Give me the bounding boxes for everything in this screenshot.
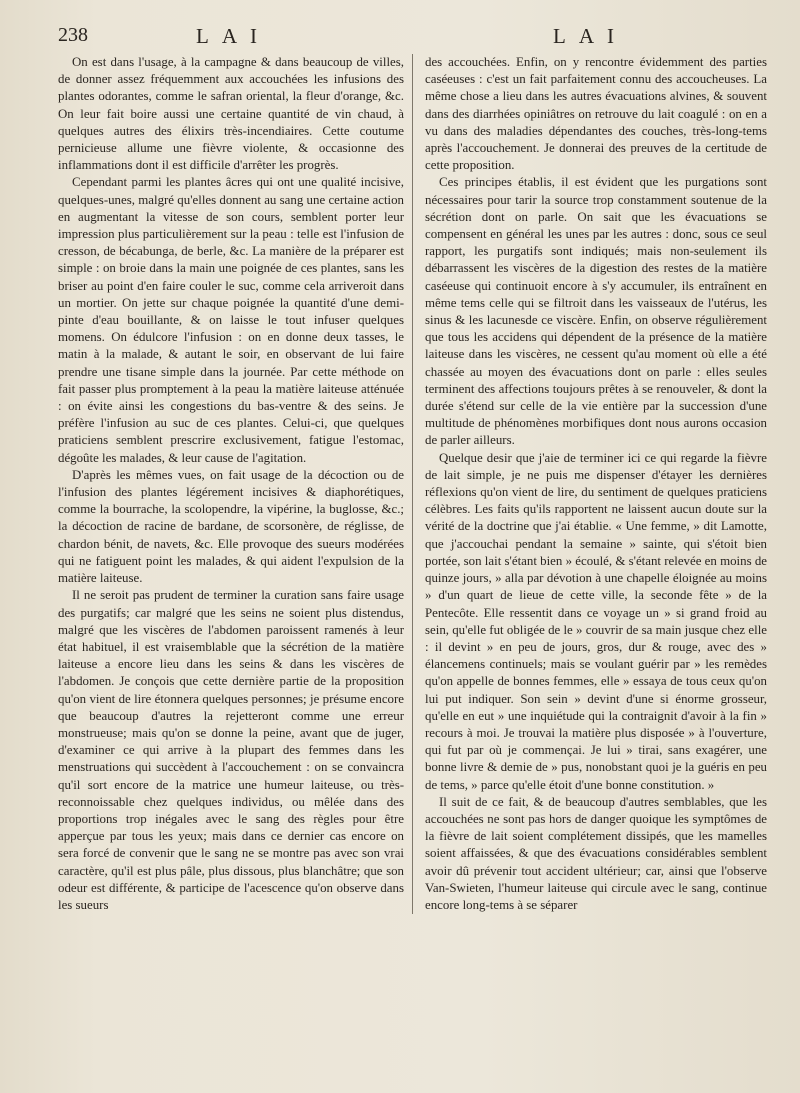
paragraph: Quelque desir que j'aie de terminer ici ce qui regarde la fièvre de lait simple, je ne puis me dispenser d'étayer les dernières réflexions qu'on vient de lire, du sentiment de quelques praticiens célèbres. Les faits qu'ils rapportent ne laissent aucun doute sur la vérité de la doctrine que j'ai établie. « Une femme, » dit Lamotte, que j'accouchai pendant la semaine » sainte, qui s'étoit bien portée, son lait s'étant bien » écoulé, & s'étant relevée en moins de quinze jours, » alla par dévotion à une chapelle éloignée au moins » d'un quart de lieue de cette ville, la seconde fête » de la Pentecôte. Elle ressentit dans ce voyage un » si grand froid au sein, qu'elle fut obligée de le » couvrir de sa main jusque chez elle : il devint » en peu de jours, gros, dur & rouge, avec des » élancemens continuels; mais se voulant guérir par » les remèdes qu'on appelle de bonnes femmes, elle » essaya de tous ceux qu'on lui put indiquer. Son sein » devint d'une si énorme grosseur, qu'elle en eut » une inquiétude qui la contraignit d'avoir à la fin » recours à moi. Je trouvai la matière plus disposée » à l'ouverture, qui fut par où je commençai. Je lui » tirai, sans exagérer, une bonne livre & demie de » pus, nonobstant quoi je la guéris en peu de tems, » parce qu'elle étoit d'une bonne constitution. » [425,450,767,792]
page-number: 238 [58,24,88,46]
paragraph: Cependant parmi les plantes âcres qui ont une qualité incisive, quelques-unes, malgré qu'elles donnent au sang une certaine action en augmentant la vitesse de son cours, semblent porter leur impression plus particulièrement sur la peau : telle est l'infusion de cresson, de bécabunga, de berle, &c. La manière de la préparer est simple : on broie dans la main une poignée de ces plantes, sans les briser au point d'en faire couler le suc, comme cela arriveroit dans un mortier. On jette sur chaque poignée la quantité d'une demi-pinte d'eau bouillante, & on laisse le tout infuser quelques momens. On édulcore l'infusion : on en donne deux tasses, le matin à la malade, & autant le soir, en observant de lui faire prendre une tisane simple dans la journée. Par cette méthode on fait passer plus promptement à la peau la matière laiteuse atténuée : on évite ainsi les congestions du bas-ventre & des seins. Je préfère l'infusion au suc de ces plantes. Celui-ci, que quelques praticiens semblent prescrire exclusivement, fatigue l'estomac, dégoûte les malades, & leur cause de l'agitation. [58,175,404,465]
running-title-left: LAI [196,24,270,48]
paragraph: Il suit de ce fait, & de beaucoup d'autres semblables, que les accouchées ne sont pas hors de danger quoique les symptômes de la fièvre de lait soient complétement dissipés, que les mamelles soient affaissées, & que des évacuations considérables semblent avoir dû prévenir tout accident ultérieur; car, ainsi que l'observe Van-Swieten, l'humeur laiteuse qui circule avec le sang, continue encore long-tems à se séparer [425,794,767,912]
paragraph: des accouchées. Enfin, on y rencontre évidemment des parties caséeuses : c'est un fait parfaitement connu des accoucheuses. La même chose a lieu dans les autres évacuations alvines, & souvent dans des diarrhées opiniâtres on retrouve du lait coagulé : on en a vu dans des maladies dépendantes des couches, très-long-tems après l'accouchement. Je donnerai des preuves de la certitude de cette proposition. [425,55,767,173]
paragraph: On est dans l'usage, à la campagne & dans beaucoup de villes, de donner assez fréquemment aux accouchées les infusions des plantes odorantes, comme le safran oriental, la fleur d'orange, &c. On leur fait boire aussi une certaine quantité de vin chaud, à quelques autres des élixirs très-incendiaires. Cette coutume pernicieuse allume une fièvre violente, & occasionne des inflammations dont il est difficile d'arrêter les progrès. [58,55,404,173]
text-columns [58,54,780,914]
column-divider [412,54,413,914]
running-title-right: LAI [553,24,627,48]
paragraph: Il ne seroit pas prudent de terminer la curation sans faire usage des purgatifs; car malgré que les seins ne soient plus distendus, malgré que les viscères de l'abdomen paroissent ramenés à leur état habituel, il est vraisemblable que la sécrétion de la matière laiteuse a encore lieu dans les seins & dans les viscères de l'abdomen. Je conçois que cette dernière partie de la proposition qu'on vient de lire étonnera quelques personnes; je présume encore que beaucoup d'autres la rejetteront comme une erreur monstrueuse; mais qu'on se donne la peine, avant que de juger, d'examiner ce qui arrive à la plupart des femmes dans les menstruations qui succèdent à l'accouchement : on se convaincra qu'il sort encore de la matrice une humeur laiteuse, ou très-reconnoissable chez quelques individus, ou mêlée dans des proportions trop inégales avec le sang des règles pour être apperçue par tous les yeux; mais dans ce dernier cas encore on sera forcé de convenir que le sang ne se montre pas avec son vrai caractère, qu'il est plus pâle, plus dissous, plus blanchâtre; que son odeur est différente, & participe de l'acescence qu'on observe dans les sueurs [58,588,404,912]
running-header [58,22,780,52]
paragraph: Ces principes établis, il est évident que les purgations sont nécessaires pour tarir la source trop constamment soutenue de la sécrétion dont on parle. On sait que les évacuations se compensent en général les unes par les autres : donc, sous ce seul rapport, les purgatifs sont indiqués; mais non-seulement ils débarrassent les viscères de la digestion des restes de la matière caséeuse qui continuoit encore à s'y accumuler, ils entraînent en même tems celle qui se filtroit dans les vaisseaux de l'utérus, les sinus & les lacunesde ce viscère. Enfin, on observe régulièrement que tous les accidens qui dépendent de la présence de la matière laiteuse dans les viscères, ne cessent qu'au moment où elle a été chassée au moyen des évacuations dont on parle : elles seules terminent des affections toujours prêtes à se renouveler, & dont la durée s'étend sur celle de la vie entière par la succession d'une multitude de phénomènes morbifiques dont nous aurons occasion de parler ailleurs. [425,175,767,448]
left-column [58,54,410,914]
paragraph: D'après les mêmes vues, on fait usage de la décoction ou de l'infusion des plantes légérement incisives & diaphorétiques, comme la bourrache, la scolopendre, la vipérine, la buglosse, &c.; la décoction de racine de bardane, de scorsonère, de réglisse, de chardon bénit, de navets, &c. Elle provoque des sueurs modérées qui ne fatiguent point les malades, & qui aident l'expulsion de la matière laiteuse. [58,467,404,586]
right-column [415,54,767,914]
